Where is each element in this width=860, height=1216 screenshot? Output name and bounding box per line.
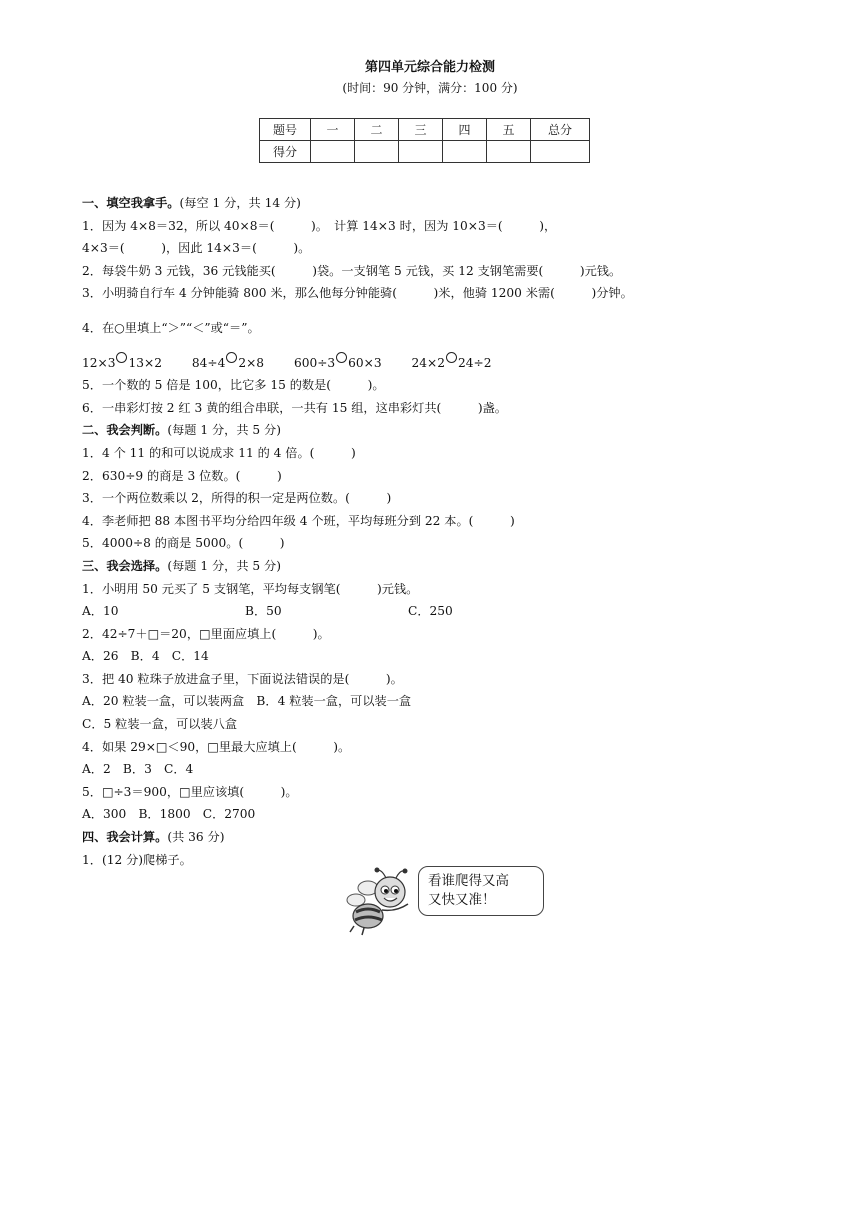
- section-title-text: 二、我会判断。: [82, 423, 168, 438]
- comparison-item: [192, 352, 264, 375]
- comparison-left: 24×2: [411, 355, 446, 370]
- question-text: 3．小明骑自行车 4 分钟能骑 800 米，那么他每分钟能骑( )米，他骑 1200 米需( )分钟。: [82, 286, 633, 301]
- score-cell: 二: [355, 119, 399, 141]
- comparison-right: 13×2: [128, 355, 162, 370]
- answer-circle[interactable]: [446, 352, 457, 363]
- section-title-text: 一、填空我拿手。: [82, 196, 180, 210]
- question-text: 2．每袋牛奶 3 元钱，36 元钱能买( )袋。一支钢笔 5 元钱，买 12 支钢笔需要( )元钱。: [82, 263, 622, 278]
- section-title: [82, 555, 782, 578]
- comparison-left: 84÷4: [191, 355, 226, 370]
- score-input-cell[interactable]: [399, 141, 443, 163]
- comparison-left: 600÷3: [293, 355, 336, 370]
- speech-bubble-line: 看谁爬得又高: [428, 873, 509, 889]
- answer-circle[interactable]: [336, 352, 347, 363]
- question-text: 3．把 40 粒珠子放进盒子里，下面说法错误的是( )。: [82, 671, 403, 686]
- question-content: [82, 192, 782, 871]
- score-cell: 四: [443, 119, 487, 141]
- score-table-score-row: [260, 141, 590, 163]
- comparison-item: [412, 352, 492, 375]
- judge-item: 2．630÷9 的商是 3 位数。( ): [82, 468, 282, 483]
- option-a: A．10: [82, 604, 119, 619]
- question-text: 2．42÷7＋□＝20，□里面应填上( )。: [82, 626, 330, 641]
- answer-circle[interactable]: [226, 352, 237, 363]
- score-cell: 一: [311, 119, 355, 141]
- section-title: [82, 826, 782, 849]
- option-row: A．20 粒装一盒，可以装两盒 B．4 粒装一盒，可以装一盒: [82, 694, 412, 709]
- option-b: B．50: [245, 604, 282, 619]
- section-note: (共 36 分): [167, 830, 225, 845]
- score-input-cell[interactable]: [443, 141, 487, 163]
- question-text: 1．因为 4×8＝32，所以 40×8＝( )。 计算 14×3 时，因为 10×3＝( )，: [82, 218, 557, 233]
- score-input-cell[interactable]: [487, 141, 531, 163]
- score-table: [259, 118, 590, 163]
- section-title: [82, 192, 782, 215]
- question-text: 4．如果 29×□＜90，□里最大应填上( )。: [82, 739, 351, 754]
- score-input-cell[interactable]: [531, 141, 590, 163]
- option-row: A．300 B．1800 C．2700: [82, 807, 256, 822]
- speech-bubble-text: [428, 872, 538, 910]
- section-note: (每题 1 分，共 5 分): [167, 558, 281, 573]
- option-row: A．26 B．4 C．14: [82, 649, 209, 664]
- comparison-row: [82, 352, 782, 375]
- question-text: 6．一串彩灯按 2 红 3 黄的组合串联，一共有 15 组，这串彩灯共( )盏。: [82, 400, 507, 415]
- answer-circle[interactable]: [116, 352, 127, 363]
- bee-icon: [346, 866, 426, 938]
- score-input-cell[interactable]: [355, 141, 399, 163]
- section-title-text: 三、我会选择。: [82, 558, 168, 573]
- judge-item: 5．4000÷8 的商是 5000。( ): [82, 536, 285, 551]
- page-subtitle: (时间：90 分钟，满分：100 分): [342, 81, 518, 95]
- question-text: 4×3＝( )，因此 14×3＝( )。: [82, 241, 311, 256]
- option-row: A．2 B．3 C．4: [82, 762, 194, 777]
- comparison-right: 24÷2: [458, 355, 492, 370]
- comparison-item: [294, 352, 382, 375]
- score-table-header-row: [260, 119, 590, 141]
- comparison-left: 12×3: [82, 355, 116, 370]
- mascot-callout: [346, 866, 546, 938]
- comparison-item: [82, 352, 162, 375]
- section-title: [82, 419, 782, 442]
- question-text: 5．一个数的 5 倍是 100，比它多 15 的数是( )。: [82, 378, 385, 393]
- question-text: 1．小明用 50 元买了 5 支钢笔，平均每支钢笔( )元钱。: [82, 581, 419, 596]
- judge-item: 3．一个两位数乘以 2，所得的积一定是两位数。( ): [82, 491, 392, 506]
- section-note: (每题 1 分，共 5 分): [167, 423, 281, 438]
- comparison-right: 2×8: [238, 355, 265, 370]
- speech-bubble-line: 又快又准！: [428, 892, 496, 908]
- option-row: [82, 600, 782, 623]
- option-c: C．250: [408, 604, 453, 619]
- judge-item: 1．4 个 11 的和可以说成求 11 的 4 倍。( ): [82, 445, 356, 460]
- score-cell: 得分: [260, 141, 311, 163]
- question-text: 4．在○里填上“＞”“＜”或“＝”。: [82, 320, 260, 335]
- score-cell: 三: [399, 119, 443, 141]
- comparison-right: 60×3: [348, 355, 382, 370]
- section-title-text: 四、我会计算。: [82, 830, 168, 845]
- question-text: 1．(12 分)爬梯子。: [82, 852, 192, 867]
- score-cell: 题号: [260, 119, 311, 141]
- question-text: 5．□÷3＝900，□里应该填( )。: [82, 784, 298, 799]
- option-row: C．5 粒装一盒，可以装八盒: [82, 717, 238, 732]
- score-cell: 总分: [531, 119, 590, 141]
- score-cell: 五: [487, 119, 531, 141]
- page-title: 第四单元综合能力检测: [364, 60, 495, 75]
- score-input-cell[interactable]: [311, 141, 355, 163]
- judge-item: 4．李老师把 88 本图书平均分给四年级 4 个班，平均每班分到 22 本。( ): [82, 513, 515, 528]
- section-note: (每空 1 分，共 14 分): [179, 196, 301, 210]
